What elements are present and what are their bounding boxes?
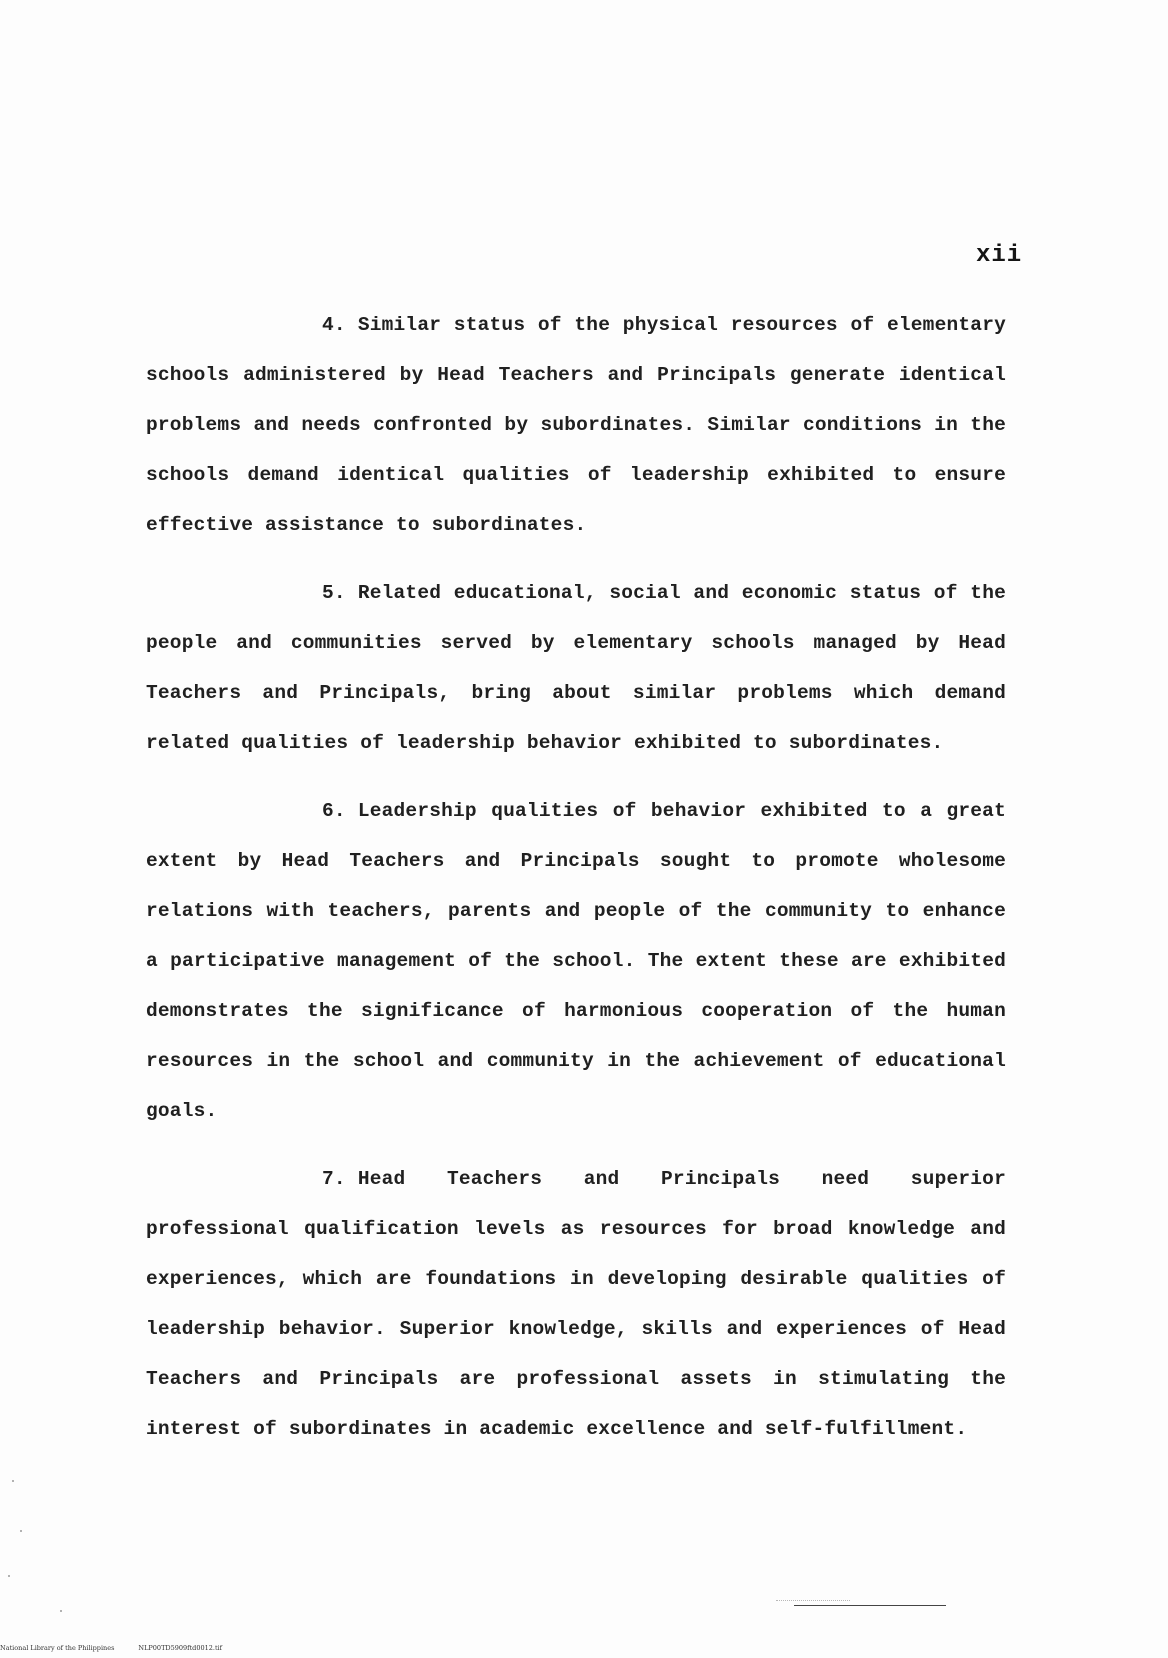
file-id: NLP00TD5909ftd0012.tif	[138, 1644, 223, 1652]
paragraph-text: Related educational, social and economic status of the people and communities served by elementary schools managed by Head Teachers and Principals, bring about similar problems which demand related qualities of leadership behavior exhibited to subordinates.	[146, 582, 1006, 754]
paragraph-6	[146, 786, 1006, 1136]
paragraph-7	[146, 1154, 1006, 1454]
faint-rule	[776, 1600, 850, 1601]
paragraph-number: 5.	[322, 582, 346, 604]
document-body	[146, 300, 1006, 1454]
scan-footer	[0, 1644, 222, 1652]
paragraph-text: Similar status of the physical resources of elementary schools administered by Head Teachers and Principals generate identical problems and needs confronted by subordinates. Similar conditions in the schools demand identical qualities of leadership exhibited to ensure effective assistance to subordinates.	[146, 314, 1006, 536]
paragraph-number: 6.	[322, 800, 346, 822]
scan-speck	[20, 1530, 22, 1532]
paragraph-5	[146, 568, 1006, 768]
paragraph-4	[146, 300, 1006, 550]
scan-speck	[12, 1480, 14, 1482]
paragraph-text: Head Teachers and Principals need superior professional qualification levels as resources for broad knowledge and experiences, which are foundations in developing desirable qualities of leadership behavior. Superior knowledge, skills and experiences of Head Teachers and Principals are professional assets in stimulating the interest of subordinates in academic excellence and self-fulfillment.	[146, 1168, 1006, 1440]
scan-speck	[8, 1575, 10, 1577]
paragraph-number: 4.	[322, 314, 346, 336]
signature-line	[794, 1605, 946, 1606]
paragraph-text: Leadership qualities of behavior exhibited to a great extent by Head Teachers and Principals sought to promote wholesome relations with teachers, parents and people of the community to enhance a participative management of the school. The extent these are exhibited demonstrates the significance of harmonious cooperation of the human resources in the school and community in the achievement of educational goals.	[146, 800, 1006, 1122]
scan-speck	[60, 1610, 62, 1612]
paragraph-number: 7.	[322, 1168, 346, 1190]
page-number: xii	[976, 242, 1023, 269]
library-credit: National Library of the Philippines	[0, 1644, 115, 1652]
